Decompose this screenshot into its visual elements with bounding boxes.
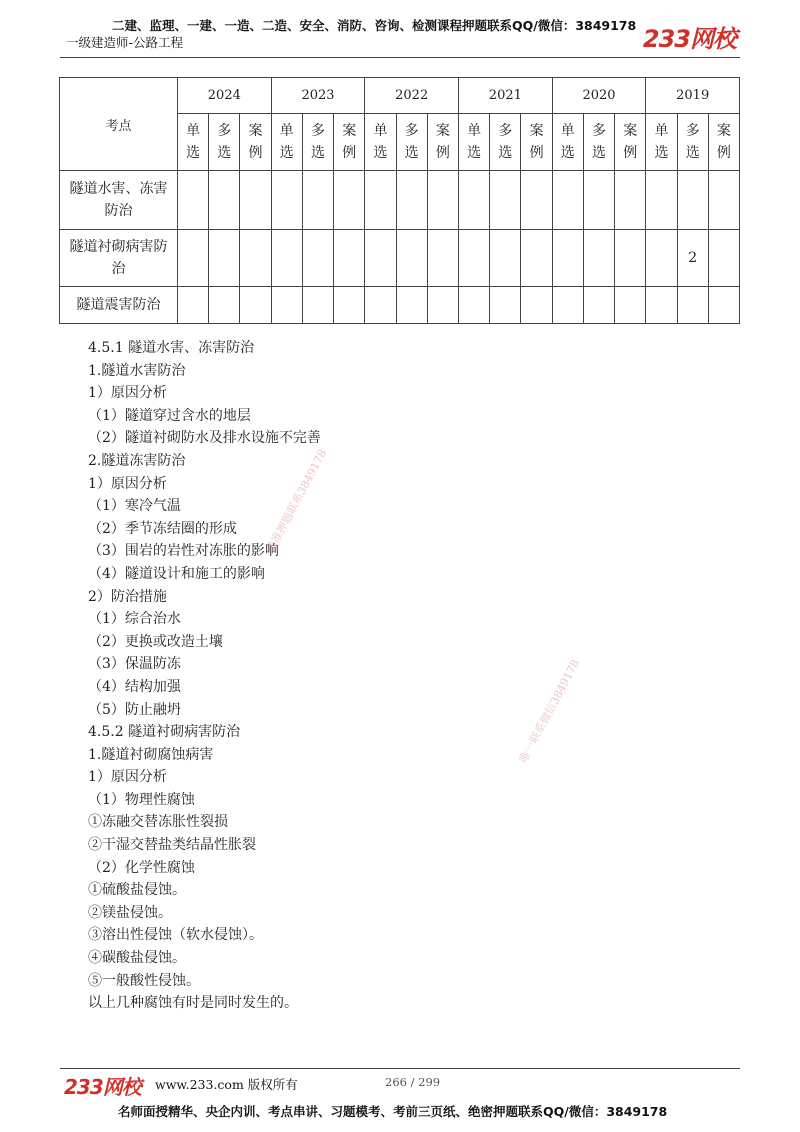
count-cell bbox=[521, 287, 552, 324]
year-header: 2019 bbox=[646, 78, 740, 114]
count-cell bbox=[490, 230, 521, 287]
question-type-char: 例 bbox=[435, 145, 450, 161]
count-cell bbox=[365, 171, 396, 230]
count-cell bbox=[490, 287, 521, 324]
count-cell bbox=[646, 171, 677, 230]
question-type-header bbox=[334, 114, 365, 171]
table-corner-label: 考点 bbox=[60, 78, 178, 171]
year-header: 2021 bbox=[459, 78, 553, 114]
count-cell bbox=[646, 230, 677, 287]
footer-copyright: www.233.com 版权所有 bbox=[155, 1077, 298, 1092]
row-topic-line: 治 bbox=[111, 261, 126, 277]
question-type-header bbox=[209, 114, 240, 171]
question-type-header bbox=[708, 114, 739, 171]
content-line: 以上几种腐蚀有时是同时发生的。 bbox=[88, 995, 298, 1012]
table-row bbox=[60, 230, 740, 287]
count-cell bbox=[396, 171, 427, 230]
count-cell: 2 bbox=[677, 230, 708, 287]
count-cell bbox=[615, 230, 646, 287]
footer-logo: 233网校 bbox=[64, 1075, 141, 1099]
content-line: ①硫酸盐侵蚀。 bbox=[88, 882, 186, 899]
question-type-header bbox=[365, 114, 396, 171]
content-line: 4.5.1 隧道水害、冻害防治 bbox=[88, 340, 255, 356]
question-type-char: 例 bbox=[248, 145, 263, 161]
question-type-char: 例 bbox=[342, 145, 357, 161]
header-subject: 一级建造师-公路工程 bbox=[66, 35, 184, 50]
content-line: （1）隧道穿过含水的地层 bbox=[88, 407, 251, 424]
question-type-char: 多 bbox=[311, 123, 325, 139]
section-content bbox=[88, 337, 321, 1015]
question-type-header bbox=[271, 114, 302, 171]
year-header: 2023 bbox=[271, 78, 365, 114]
question-type-header bbox=[490, 114, 521, 171]
content-line: （5）防止融坍 bbox=[88, 701, 181, 718]
content-line: 1.隧道衬砌腐蚀病害 bbox=[88, 746, 214, 763]
count-cell bbox=[302, 171, 333, 230]
content-line: 1）原因分析 bbox=[88, 385, 167, 402]
count-cell bbox=[615, 171, 646, 230]
count-cell bbox=[459, 287, 490, 324]
count-cell bbox=[302, 287, 333, 324]
content-line: （1）寒冷气温 bbox=[88, 498, 181, 515]
content-line: 1）原因分析 bbox=[88, 475, 167, 492]
count-cell bbox=[271, 230, 302, 287]
row-topic-line: 防治 bbox=[104, 203, 133, 219]
question-type-char: 多 bbox=[404, 123, 419, 139]
question-type-header bbox=[396, 114, 427, 171]
footer-divider bbox=[60, 1068, 740, 1069]
count-cell bbox=[365, 230, 396, 287]
header-contact-line: 二建、监理、一建、一造、二造、安全、消防、咨询、检测课程押题联系QQ/微信：3849178 bbox=[112, 18, 637, 33]
content-line: 2.隧道冻害防治 bbox=[88, 452, 186, 469]
count-cell bbox=[459, 171, 490, 230]
question-type-header bbox=[302, 114, 333, 171]
question-type-char: 多 bbox=[217, 123, 232, 139]
question-type-char: 单 bbox=[654, 123, 669, 139]
count-cell bbox=[271, 287, 302, 324]
question-type-char: 选 bbox=[311, 145, 325, 161]
count-cell bbox=[583, 230, 614, 287]
question-type-char: 选 bbox=[560, 145, 575, 161]
count-cell bbox=[427, 171, 458, 230]
question-type-char: 选 bbox=[498, 145, 513, 161]
question-type-char: 选 bbox=[404, 145, 419, 161]
count-cell bbox=[677, 171, 708, 230]
count-cell bbox=[365, 287, 396, 324]
count-cell bbox=[178, 287, 209, 324]
question-type-header bbox=[583, 114, 614, 171]
count-cell bbox=[459, 230, 490, 287]
count-cell bbox=[396, 230, 427, 287]
count-cell bbox=[209, 287, 240, 324]
page-number: 266 / 299 bbox=[385, 1075, 441, 1089]
count-cell bbox=[552, 171, 583, 230]
content-line: （2）隧道衬砌防水及排水设施不完善 bbox=[88, 430, 321, 447]
content-line: 2）防治措施 bbox=[88, 588, 167, 605]
count-cell bbox=[521, 171, 552, 230]
count-cell bbox=[615, 287, 646, 324]
count-cell bbox=[583, 171, 614, 230]
content-line: （3）围岩的岩性对冻胀的影响 bbox=[88, 543, 279, 560]
count-cell bbox=[178, 171, 209, 230]
question-type-char: 单 bbox=[467, 123, 482, 139]
question-type-header bbox=[240, 114, 271, 171]
row-topic bbox=[60, 287, 178, 324]
question-type-char: 案 bbox=[529, 123, 544, 139]
count-cell bbox=[708, 171, 739, 230]
content-line: ④碳酸盐侵蚀。 bbox=[88, 950, 186, 967]
count-cell bbox=[209, 171, 240, 230]
question-type-header bbox=[521, 114, 552, 171]
year-header: 2024 bbox=[178, 78, 272, 114]
content-line: （3）保温防冻 bbox=[88, 656, 181, 673]
count-cell bbox=[240, 230, 271, 287]
count-cell bbox=[240, 287, 271, 324]
content-line: （2）化学性腐蚀 bbox=[88, 859, 195, 876]
question-type-char: 多 bbox=[498, 123, 513, 139]
row-topic bbox=[60, 230, 178, 287]
count-cell bbox=[552, 287, 583, 324]
content-line: （1）物理性腐蚀 bbox=[88, 791, 195, 808]
content-line: （2）更换或改造土壤 bbox=[88, 633, 223, 650]
question-type-char: 选 bbox=[186, 145, 201, 161]
count-cell bbox=[708, 287, 739, 324]
table-row bbox=[60, 287, 740, 324]
content-line: 4.5.2 隧道衬砌病害防治 bbox=[88, 724, 241, 741]
question-type-char: 选 bbox=[685, 145, 700, 161]
question-type-char: 案 bbox=[435, 123, 450, 139]
year-header: 2022 bbox=[365, 78, 459, 114]
question-type-header bbox=[677, 114, 708, 171]
count-cell bbox=[209, 230, 240, 287]
count-cell bbox=[583, 287, 614, 324]
question-type-char: 选 bbox=[654, 145, 669, 161]
count-cell bbox=[334, 287, 365, 324]
question-type-char: 多 bbox=[592, 123, 607, 139]
watermark-2: 唯一联系微信3849178 bbox=[516, 657, 583, 766]
count-cell bbox=[334, 171, 365, 230]
count-cell bbox=[490, 171, 521, 230]
count-cell bbox=[646, 287, 677, 324]
question-type-char: 例 bbox=[716, 145, 731, 161]
question-type-char: 单 bbox=[373, 123, 388, 139]
question-type-char: 多 bbox=[685, 123, 700, 139]
exam-points-table bbox=[59, 77, 740, 324]
question-type-char: 选 bbox=[592, 145, 607, 161]
count-cell bbox=[708, 230, 739, 287]
count-cell bbox=[178, 230, 209, 287]
footer-promo-line: 名师面授精华、央企内训、考点串讲、习题模考、考前三页纸、绝密押题联系QQ/微信：3849178 bbox=[118, 1104, 668, 1119]
content-line: ②镁盐侵蚀。 bbox=[88, 904, 172, 921]
content-line: （2）季节冻结圈的形成 bbox=[88, 520, 237, 537]
question-type-char: 单 bbox=[279, 123, 294, 139]
question-type-header bbox=[646, 114, 677, 171]
count-cell bbox=[677, 287, 708, 324]
row-topic bbox=[60, 171, 178, 230]
row-topic-line: 隧道衬砌病害防 bbox=[69, 239, 168, 255]
question-type-char: 案 bbox=[623, 123, 638, 139]
question-type-char: 选 bbox=[373, 145, 388, 161]
question-type-char: 案 bbox=[248, 123, 263, 139]
question-type-char: 例 bbox=[623, 145, 638, 161]
question-type-char: 单 bbox=[560, 123, 575, 139]
header-divider bbox=[60, 57, 740, 58]
question-type-header bbox=[427, 114, 458, 171]
content-line: ③溶出性侵蚀（软水侵蚀）。 bbox=[88, 927, 263, 944]
question-type-header bbox=[459, 114, 490, 171]
question-type-char: 案 bbox=[716, 123, 731, 139]
count-cell bbox=[334, 230, 365, 287]
count-cell bbox=[552, 230, 583, 287]
content-line: ⑤一般酸性侵蚀。 bbox=[88, 972, 200, 989]
row-topic-line: 隧道震害防治 bbox=[76, 297, 161, 313]
content-line: （1）综合治水 bbox=[88, 611, 181, 628]
content-line: ①冻融交替冻胀性裂损 bbox=[88, 814, 228, 831]
question-type-char: 单 bbox=[186, 123, 201, 139]
count-cell bbox=[427, 287, 458, 324]
content-line: 1）原因分析 bbox=[88, 769, 167, 786]
content-line: （4）隧道设计和施工的影响 bbox=[88, 565, 265, 582]
count-cell bbox=[427, 230, 458, 287]
question-type-header bbox=[615, 114, 646, 171]
question-type-char: 案 bbox=[342, 123, 357, 139]
count-cell bbox=[302, 230, 333, 287]
count-cell bbox=[271, 171, 302, 230]
table-row bbox=[60, 171, 740, 230]
count-cell bbox=[521, 230, 552, 287]
count-cell bbox=[396, 287, 427, 324]
content-line: （4）结构加强 bbox=[88, 678, 181, 695]
count-cell bbox=[240, 171, 271, 230]
header-logo: 233网校 bbox=[642, 25, 736, 53]
question-type-char: 选 bbox=[467, 145, 482, 161]
question-type-header bbox=[552, 114, 583, 171]
question-type-char: 例 bbox=[529, 145, 544, 161]
question-type-char: 选 bbox=[217, 145, 232, 161]
content-line: 1.隧道水害防治 bbox=[88, 362, 186, 379]
question-type-header bbox=[178, 114, 209, 171]
year-header: 2020 bbox=[552, 78, 646, 114]
row-topic-line: 隧道水害、冻害 bbox=[69, 181, 168, 197]
watermark-1: 精准押题联系3849178 bbox=[263, 447, 330, 556]
content-line: ②干湿交替盐类结晶性胀裂 bbox=[88, 837, 256, 854]
question-type-char: 选 bbox=[279, 145, 294, 161]
